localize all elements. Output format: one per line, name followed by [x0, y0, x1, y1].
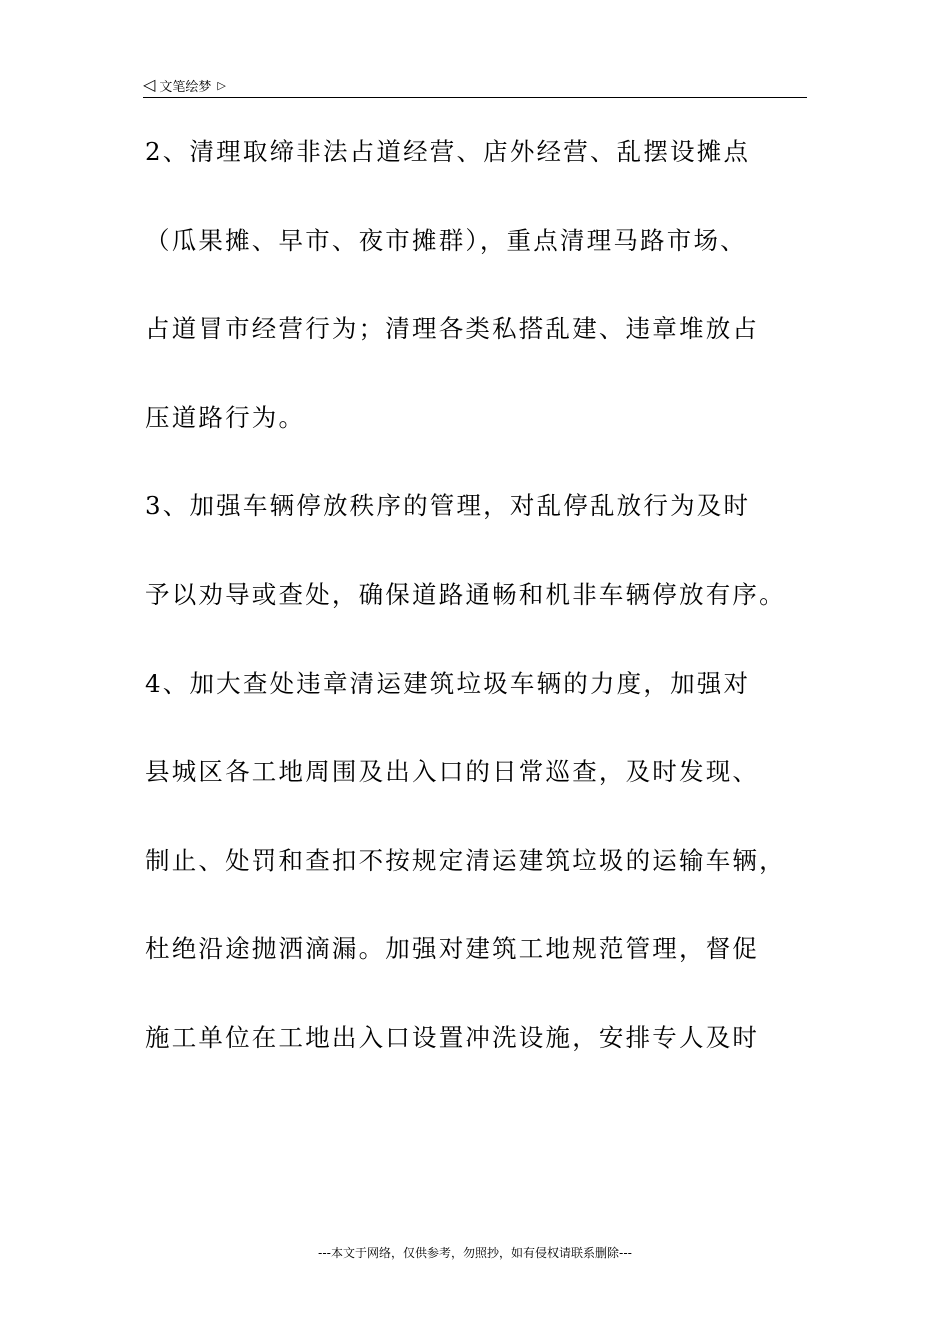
- body-line: 县城区各工地周围及出入口的日常巡查，及时发现、: [145, 757, 760, 787]
- body-line: 杜绝沿途抛洒滴漏。加强对建筑工地规范管理，督促: [145, 934, 760, 964]
- body-line: 施工单位在工地出入口设置冲洗设施，安排专人及时: [145, 1022, 760, 1052]
- body-line: 压道路行为。: [145, 402, 306, 432]
- body-line: 予以劝导或查处，确保道路通畅和机非车辆停放有序。: [145, 579, 786, 609]
- body-line: 2、清理取缔非法占道经营、店外经营、乱摆设摊点: [145, 137, 751, 166]
- header-divider: [143, 97, 807, 98]
- body-line: 3、加强车辆停放秩序的管理，对乱停乱放行为及时: [145, 491, 751, 521]
- right-triangle-icon: ▷: [217, 78, 226, 92]
- body-line: （瓜果摊、早市、夜市摊群），重点清理马路市场、: [145, 225, 747, 255]
- body-line: 制止、处罚和查扣不按规定清运建筑垃圾的运输车辆，: [145, 845, 786, 875]
- page-header: [143, 74, 807, 96]
- header-title: 文笔绘梦: [159, 79, 212, 95]
- document-body: [145, 124, 835, 1099]
- page-footer: ---本文于网络，仅供参考，勿照抄，如有侵权请联系删除---: [318, 1246, 632, 1260]
- body-line: 占道冒市经营行为；清理各类私搭乱建、违章堆放占: [145, 314, 760, 344]
- body-line: 4、加大查处违章清运建筑垃圾车辆的力度，加强对: [145, 668, 751, 698]
- left-triangle-icon: ◁: [143, 75, 156, 94]
